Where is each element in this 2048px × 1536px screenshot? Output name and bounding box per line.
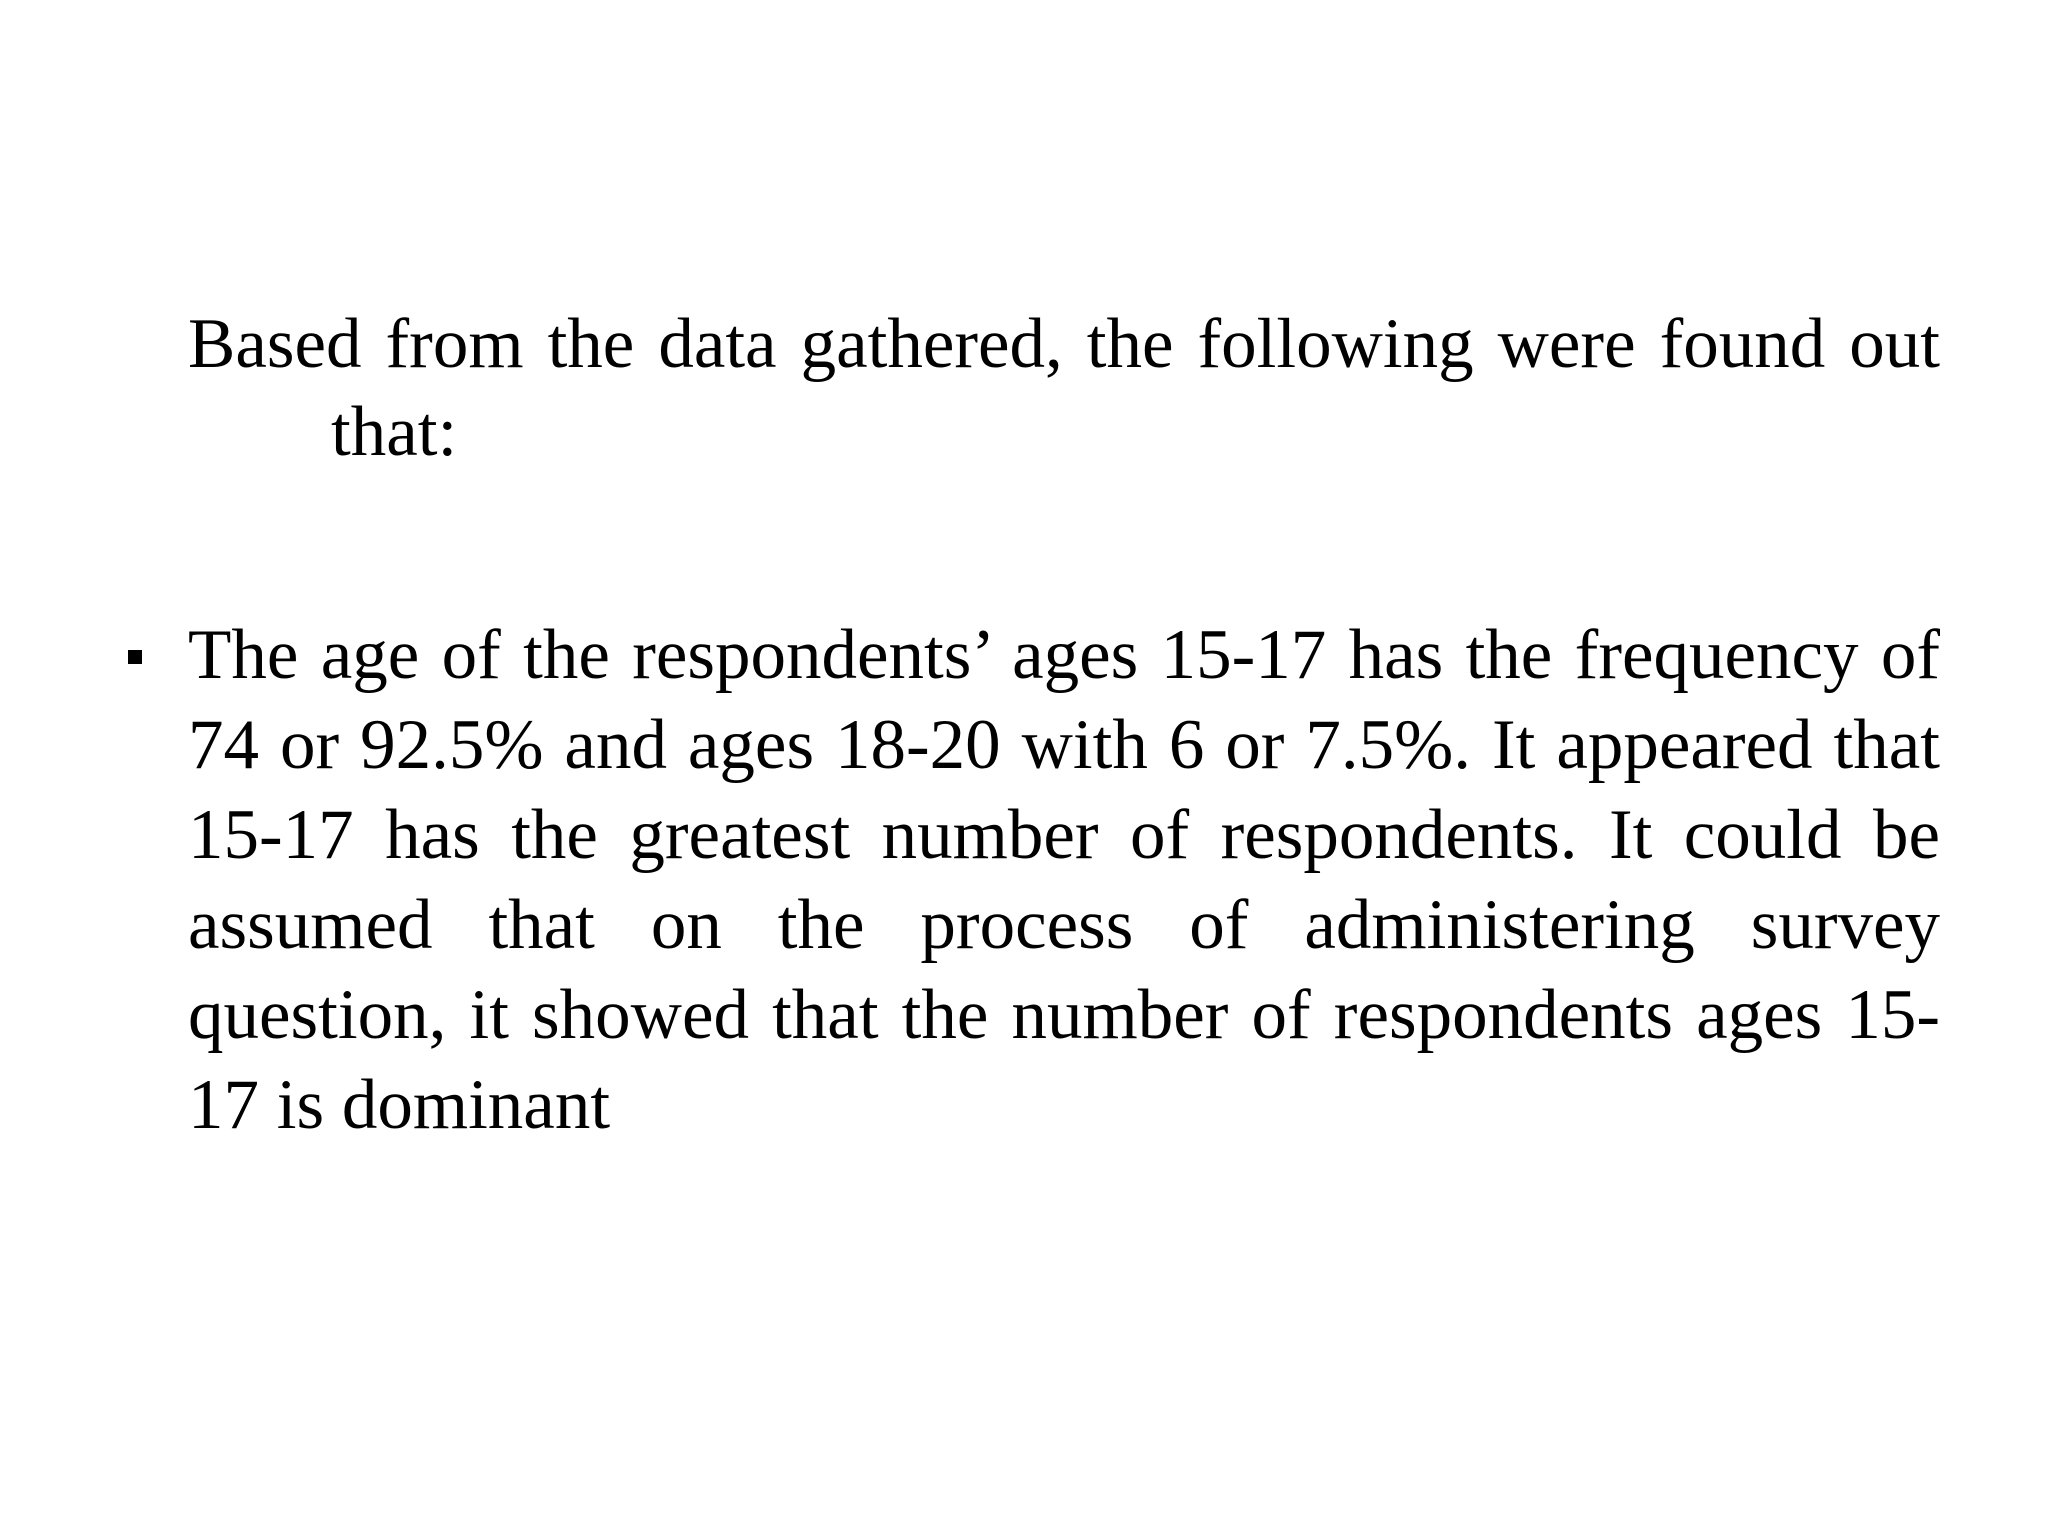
bullet-item	[188, 610, 1940, 1150]
square-bullet-icon	[128, 650, 142, 664]
bullet-text: The age of the respondents’ ages 15-17 has the frequency of 74 or 92.5% and ages 18-20 with 6 or 7.5%. It appeared that 15-17 has the greatest number of respondents. It could be assumed that on the process of administering survey question, it showed that the number of respondents ages 15-17 is dominant	[188, 616, 1940, 1144]
intro-paragraph: Based from the data gathered, the following were found out that:	[188, 305, 1940, 471]
bullet-list	[0, 610, 2048, 1150]
